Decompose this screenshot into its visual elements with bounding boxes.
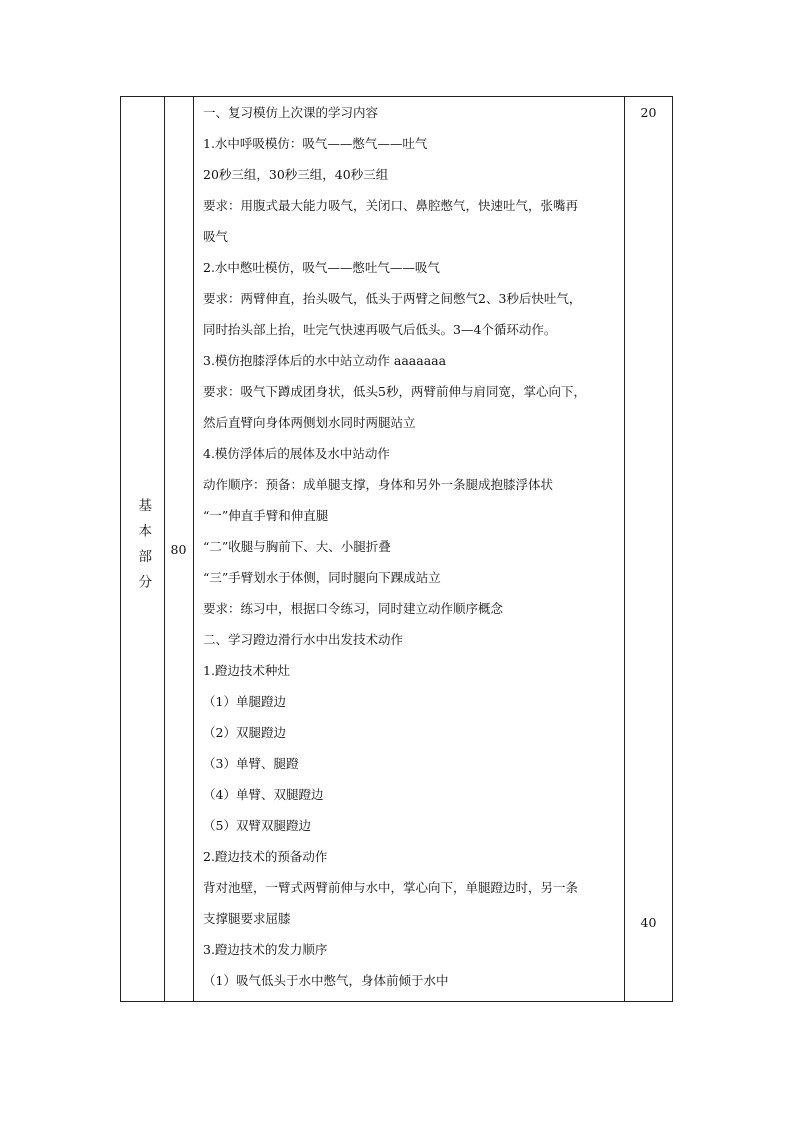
content-line: 要求：吸气下蹲成团身状，低头5秒，两臂前伸与肩同宽，掌心向下，: [203, 384, 586, 399]
content-line: 同时抬头部上抬，吐完气快速再吸气后低头。3—4个循环动作。: [203, 322, 557, 337]
content-line: （1）吸气低头于水中憋气，身体前倾于水中: [203, 973, 449, 988]
column-divider: [624, 97, 625, 1001]
section-label: 基本部分: [135, 498, 152, 600]
content-line: 1.水中呼吸模仿：吸气——憋气——吐气: [203, 136, 428, 151]
content-line: 背对池壁，一臂式两臂前伸与水中，掌心向下，单腿蹬边时，另一条: [203, 880, 579, 895]
content-line: 然后直臂向身体两侧划水同时两腿站立: [203, 415, 416, 430]
content-line: 20秒三组，30秒三组，40秒三组: [203, 167, 389, 182]
content-line: 动作顺序：预备：成单腿支撑，身体和另外一条腿成抱膝浮体状: [203, 477, 554, 492]
content-line: “一”伸直手臂和伸直腿: [203, 508, 329, 523]
content-line: 2.蹬边技术的预备动作: [203, 849, 328, 864]
content-line: 2.水中憋吐模仿，吸气——憋吐气——吸气: [203, 260, 440, 275]
time-value-top: 20: [640, 105, 657, 120]
section-label-cell: [121, 97, 164, 1001]
content-line: （5）双臂双腿蹬边: [203, 818, 311, 833]
content-line: 3.模仿抱膝浮体后的水中站立动作 aaaaaaa: [203, 353, 447, 368]
content-cell: [194, 102, 624, 1001]
content-line: 3.蹬边技术的发力顺序: [203, 942, 328, 957]
content-line: 一、复习模仿上次课的学习内容: [203, 105, 379, 120]
content-line: 要求：用腹式最大能力吸气，关闭口、鼻腔憋气，快速吐气，张嘴再: [203, 198, 579, 213]
content-line: 1.蹬边技术种灶: [203, 663, 290, 678]
content-line: （4）单臂、双腿蹬边: [203, 787, 324, 802]
content-line: 吸气: [203, 229, 229, 244]
time-value-bottom: 40: [640, 915, 657, 930]
content-line: 要求：两臂伸直，抬头吸气，低头于两臂之间憋气2、3秒后快吐气，: [203, 291, 582, 306]
lesson-plan-table: [120, 96, 673, 1002]
content-line: （1）单腿蹬边: [203, 694, 286, 709]
content-line: 二、学习蹬边滑行水中出发技术动作: [203, 632, 404, 647]
minutes-value: 80: [170, 541, 187, 557]
content-line: （3）单臂、腿蹬: [203, 756, 299, 771]
content-line: 4.模仿浮体后的展体及水中站动作: [203, 446, 390, 461]
content-line: “三”手臂划水于体侧，同时腿向下踝成站立: [203, 570, 441, 585]
content-line: 支撑腿要求屈膝: [203, 911, 291, 926]
content-line: 要求：练习中，根据口令练习，同时建立动作顺序概念: [203, 601, 504, 616]
content-line: （2）双腿蹬边: [203, 725, 286, 740]
content-line: “二”收腿与胸前下、大、小腿折叠: [203, 539, 391, 554]
minutes-cell: [164, 97, 193, 1001]
